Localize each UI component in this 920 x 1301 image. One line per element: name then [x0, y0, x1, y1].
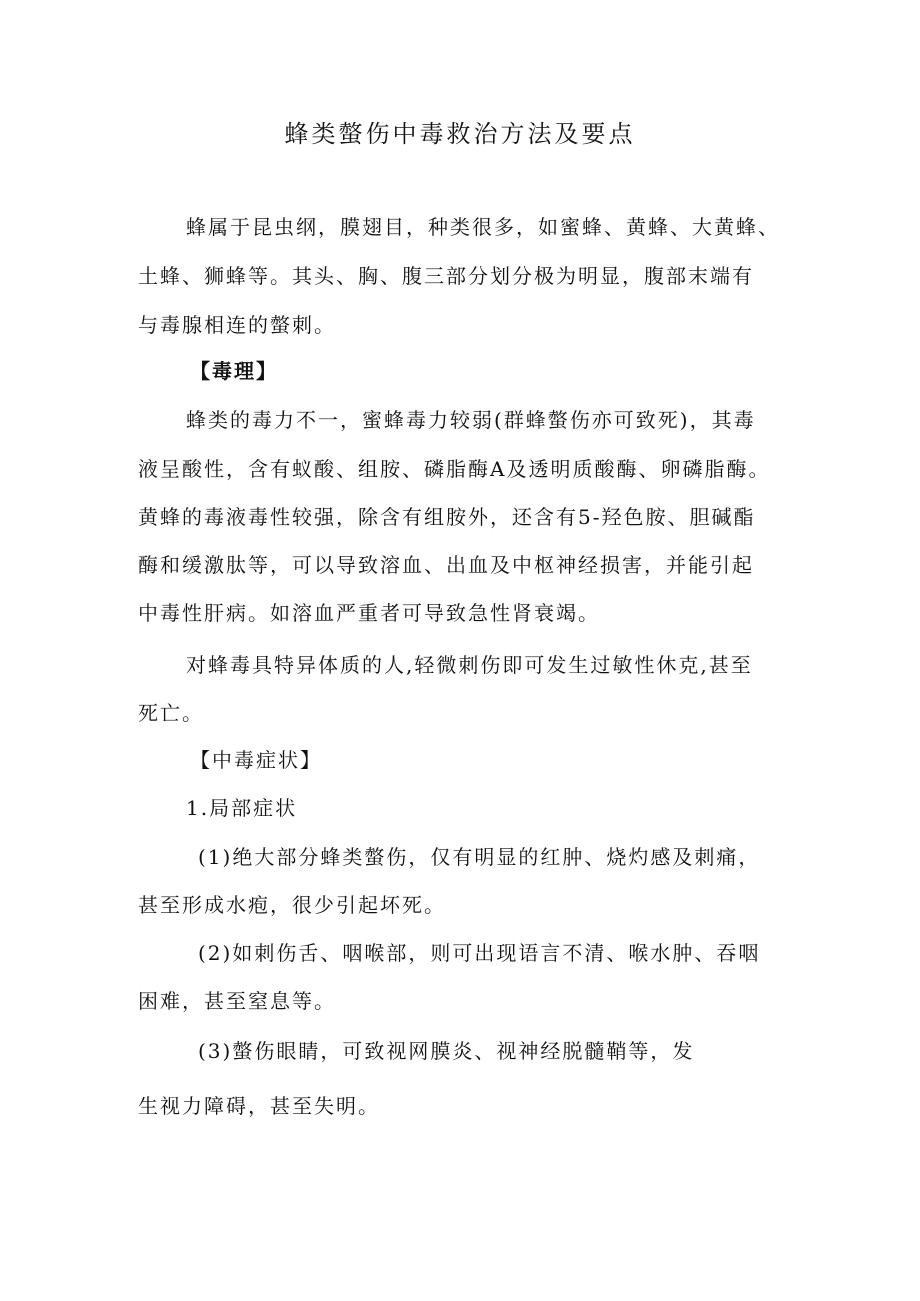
- symptoms-heading: 【中毒症状】: [190, 748, 322, 772]
- intro-line-1: 蜂属于昆虫纲，膜翅目，种类很多，如蜜蜂、黄蜂、大黄蜂、: [186, 215, 780, 239]
- local-symptoms-heading: 1.局部症状: [186, 796, 298, 820]
- symptom-item-2-line-1: (2)如刺伤舌、咽喉部，则可出现语言不清、喉水肿、吞咽: [198, 941, 761, 965]
- toxicology-line-1: 蜂类的毒力不一，蜜蜂毒力较弱(群蜂螫伤亦可致死)，其毒: [186, 408, 756, 432]
- symptom-item-2-line-2: 困难，甚至窒息等。: [138, 989, 336, 1013]
- symptom-item-3-line-1: (3)螫伤眼睛，可致视网膜炎、视神经脱髓鞘等，发: [198, 1039, 695, 1063]
- toxicology-p2-line-1: 对蜂毒具特异体质的人,轻微刺伤即可发生过敏性休克,甚至: [186, 653, 753, 677]
- toxicology-line-4: 酶和缓激肽等，可以导致溶血、出血及中枢神经损害，并能引起: [138, 553, 754, 577]
- toxicology-line-2: 液呈酸性，含有蚁酸、组胺、磷脂酶A及透明质酸酶、卵磷脂酶。: [138, 457, 771, 481]
- document-title: 蜂类螫伤中毒救治方法及要点: [284, 120, 636, 148]
- toxicology-line-5: 中毒性肝病。如溶血严重者可导致急性肾衰竭。: [138, 601, 600, 625]
- intro-line-2: 土蜂、狮蜂等。其头、胸、腹三部分划分极为明显，腹部末端有: [138, 264, 754, 288]
- intro-line-3: 与毒腺相连的螫刺。: [138, 313, 336, 337]
- toxicology-p2-line-2: 死亡。: [138, 701, 204, 725]
- toxicology-line-3: 黄蜂的毒液毒性较强，除含有组胺外，还含有5-羟色胺、胆碱酯: [138, 505, 756, 529]
- symptom-item-1-line-2: 甚至形成水疱，很少引起坏死。: [138, 893, 446, 917]
- symptom-item-1-line-1: (1)绝大部分蜂类螫伤，仅有明显的红肿、烧灼感及刺痛，: [198, 845, 761, 869]
- symptom-item-3-line-2: 生视力障碍，甚至失明。: [138, 1094, 380, 1118]
- toxicology-heading: 【毒理】: [190, 359, 278, 383]
